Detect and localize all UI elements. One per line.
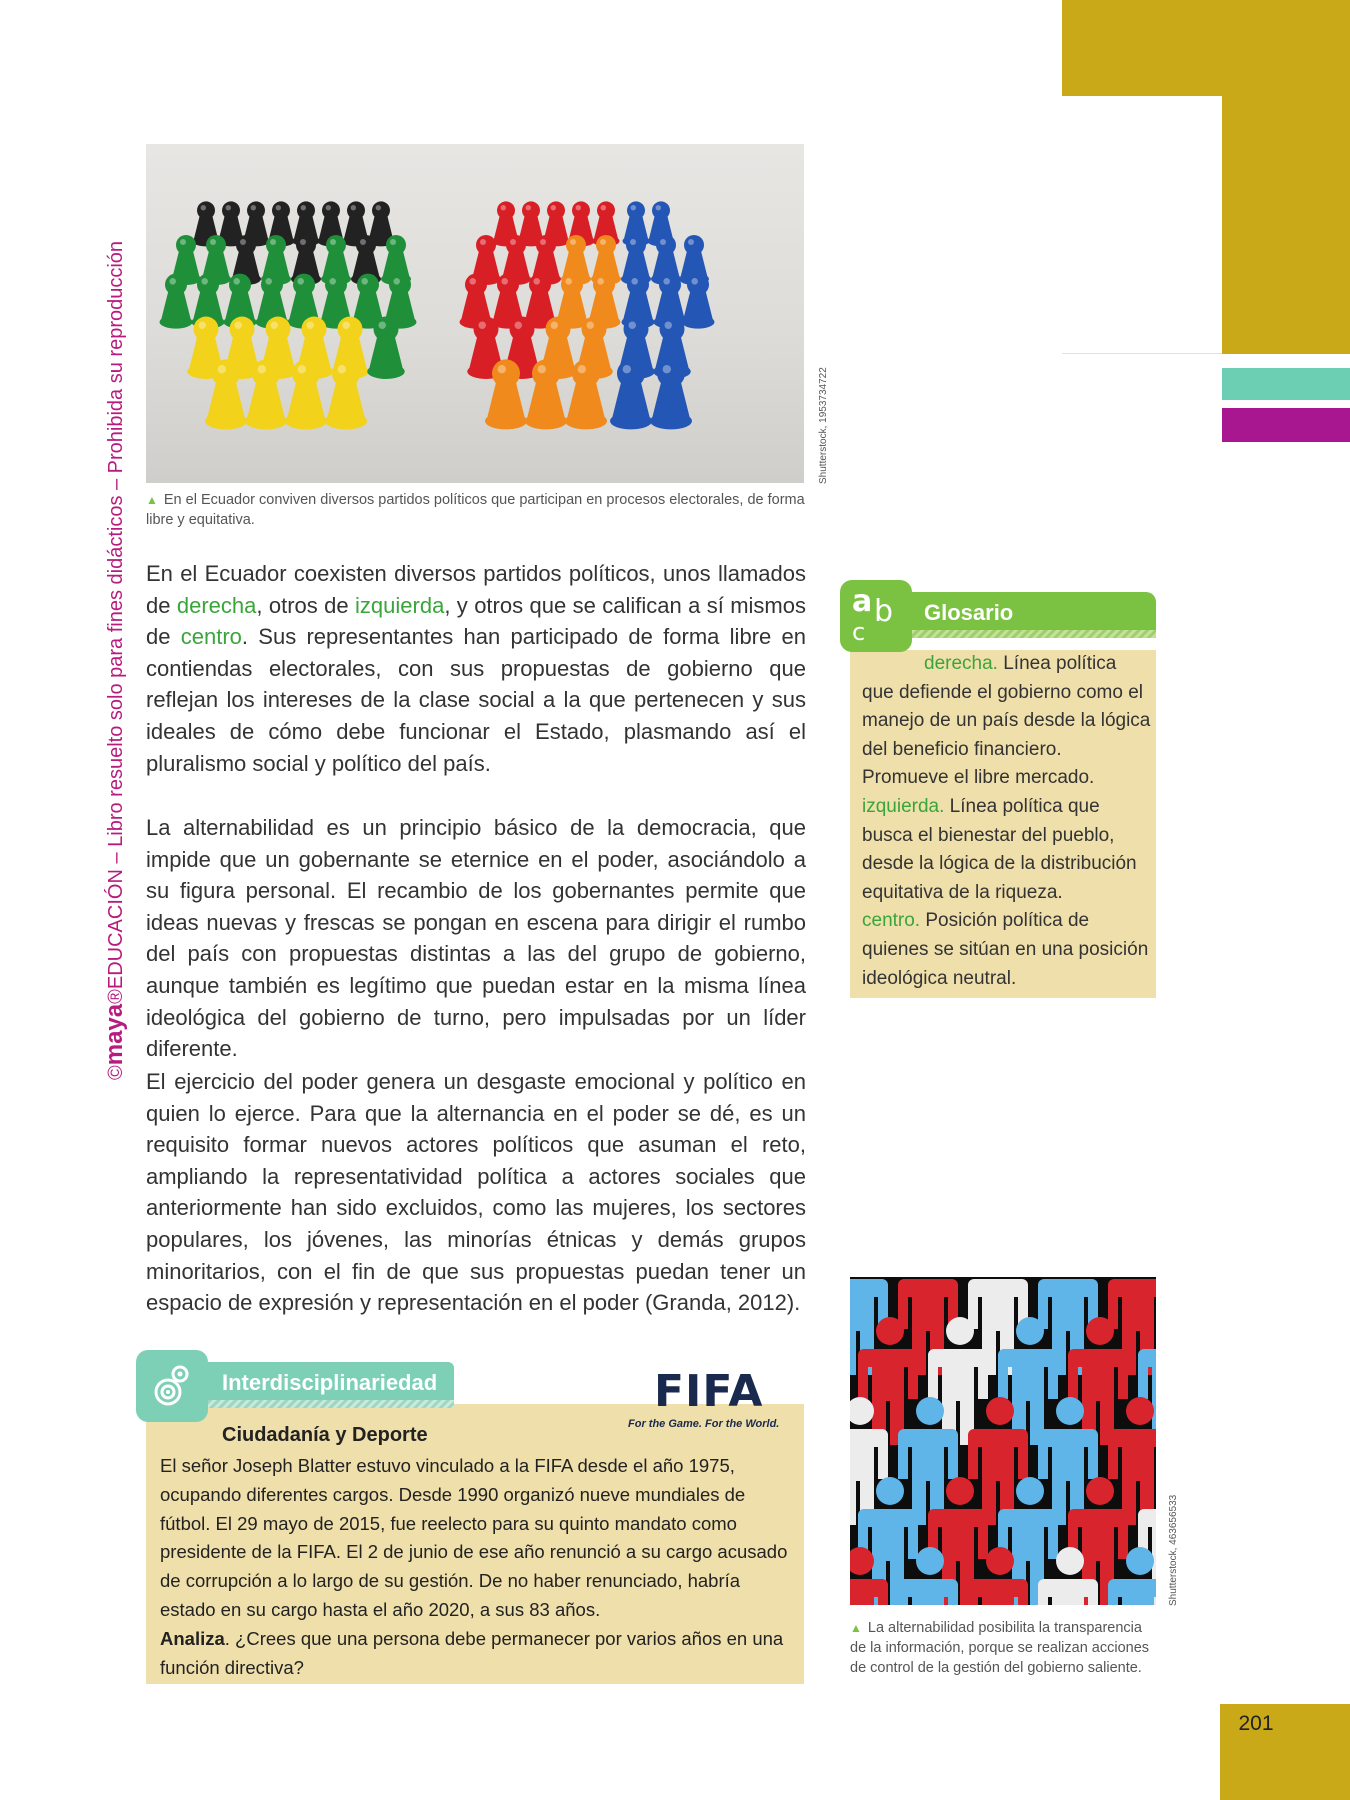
photo-caption: ▲ En el Ecuador conviven diversos partidos políticos que participan en procesos electorales, de forma libre y equitativa. xyxy=(146,492,805,528)
interdisciplinariedad-text xyxy=(160,1452,796,1682)
analiza-question: Analiza. ¿Crees que una persona debe permanecer por varios años en una función directiva? xyxy=(160,1627,784,1678)
glosario-title: Glosario xyxy=(924,600,1014,625)
page-number: 201 xyxy=(1238,1712,1274,1735)
gold-side-tab xyxy=(1222,96,1350,354)
divider-line xyxy=(1062,353,1222,354)
interdisciplinariedad-subtitle: Ciudadanía y Deporte xyxy=(222,1424,428,1446)
paragraph-3: El ejercicio del poder genera un desgaste emocional y político en quien lo ejerce. Para que la alternancia en el poder se dé, es un requisito formar nuevos actores políticos que asuman el reto, ampliando la representatividad política a actores sociales que anteriormente han sido excluidos, como las mujeres, los sectores populares, los jóvenes, las minorías étnicas y demás grupos minoritarios, con el fin de que sus propuestas puedan tener un espacio de expresión y representación en el poder (Granda, 2012). xyxy=(146,1069,806,1316)
glosario-entry: derecha. Línea política que defiende el gobierno como el manejo de un país desde la lógica del beneficio financiero. Promueve el libre mercado. xyxy=(862,653,1151,789)
glosario-entry: izquierda. Línea política que busca el bienestar del pueblo, desde la lógica de la distribución equitativa de la riqueza. xyxy=(862,795,1137,903)
fifa-tagline: For the Game. For the World. xyxy=(628,1418,780,1430)
pawns-illustration xyxy=(146,144,804,483)
photo-caption-2: ▲ La alternabilidad posibilita la transparencia de la información, porque se realizan acciones de control de la gestión del gobierno saliente. xyxy=(850,1620,1150,1676)
magenta-tab xyxy=(1222,408,1350,442)
people-figures-image xyxy=(850,1277,1156,1605)
photo-credit-2: Shutterstock, 463656533 xyxy=(1168,1494,1179,1606)
abc-icon: a b c xyxy=(852,584,894,646)
paragraph-2: La alternabilidad es un principio básico de la democracia, que impide que un gobernante se eternice en el poder, asociándolo a su figura personal. El recambio de los gobernantes permite que ideas nuevas y frescas se pongan en escena para dirigir el rumbo del país con propuestas distintas a las del grupo de gobierno, aunque también es legítimo que puedan estar en la misma línea ideológica del gobierno de turno, pero impulsadas por un líder diferente. xyxy=(146,815,806,1062)
fifa-logo: FIFA xyxy=(654,1366,764,1417)
glosario-entries xyxy=(862,650,1152,993)
teal-tab xyxy=(1222,368,1350,400)
person-figure xyxy=(1108,1397,1156,1525)
gold-corner-tab xyxy=(1062,0,1350,96)
interdisciplinariedad-stripe xyxy=(200,1400,454,1408)
glosario-entry: centro. Posición política de quienes se sitúan en una posición ideológica neutral. xyxy=(862,910,1149,989)
photo-credit: Shutterstock, 1953734722 xyxy=(818,367,829,484)
triangle-icon: ▲ xyxy=(850,1621,862,1635)
paragraph-1: En el Ecuador coexisten diversos partidos políticos, unos llamados de derecha, otros de izquierda, y otros que se califican a sí mismos de centro. Sus representantes han participado de forma libre en contiendas electorales, con sus propuestas de gobierno que reflejan los intereses de la clase social a la que pertenecen y sus ideales de cómo debe funcionar el Estado, plasmando así el pluralismo social y político del país. xyxy=(146,561,806,776)
interdisciplinariedad-icon xyxy=(136,1350,208,1422)
copyright-notice: ©maya®EDUCACIÓN – Libro resuelto solo para fines didácticos – Prohibida su reproducción xyxy=(101,240,128,1080)
people-illustration xyxy=(850,1277,1156,1605)
glosario-stripe xyxy=(908,630,1156,638)
triangle-icon: ▲ xyxy=(146,493,158,507)
interdisciplinariedad-title: Interdisciplinariedad xyxy=(222,1370,438,1395)
person-figure xyxy=(1108,1547,1156,1605)
blatter-paragraph: El señor Joseph Blatter estuvo vinculado a la FIFA desde el año 1975, ocupando diferentes cargos. Desde 1990 organizó nueve mundiales de fútbol. El 29 mayo de 2015, fue reelecto para su quinto mandato como presidente de la FIFA. El 2 de junio de ese año renunció a su cargo acusado de corrupción a lo largo de su gestión. De no haber renunciado, habría estado en su cargo hasta el año 2020, a sus 83 años. xyxy=(160,1455,788,1620)
circles-icon xyxy=(136,1350,208,1422)
pawns-photo xyxy=(146,144,804,483)
